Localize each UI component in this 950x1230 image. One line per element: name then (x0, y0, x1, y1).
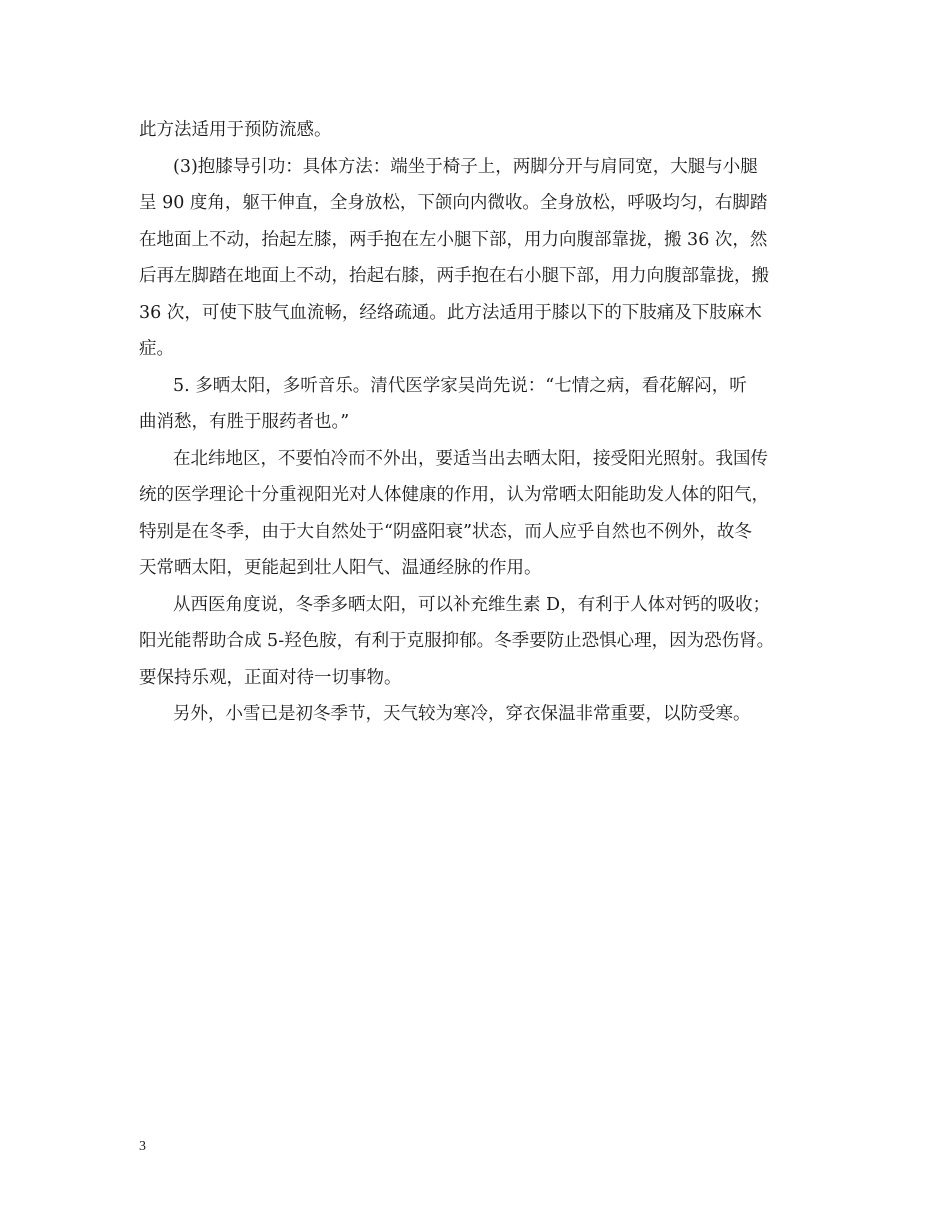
text-line: 天常晒太阳，更能起到壮人阳气、温通经脉的作用。 (139, 558, 542, 578)
text-line: 此方法适用于预防流感。 (139, 120, 332, 140)
text-line: 呈 90 度角，躯干伸直，全身放松，下颌向内微收。全身放松，呼吸均匀，右脚踏 (139, 193, 768, 213)
paragraph-keep-warm (139, 696, 819, 733)
text-line: 后再左脚踏在地面上不动，抬起右膝，两手抱在右小腿下部，用力向腹部靠拢，搬 (139, 266, 769, 286)
paragraph-flu-prevention (139, 112, 819, 149)
text-line: 阳光能帮助合成 5-羟色胺，有利于克服抑郁。冬季要防止恐惧心理，因为恐伤肾。 (139, 631, 775, 651)
text-line: 5. 多晒太阳，多听音乐。清代医学家吴尚先说：“七情之病，看花解闷，听 (173, 375, 747, 396)
page-number: 3 (139, 1139, 146, 1154)
text-line: 在北纬地区，不要怕冷而不外出，要适当出去晒太阳，接受阳光照射。我国传 (173, 448, 768, 469)
paragraph-western-medicine (139, 587, 819, 697)
text-line: 症。 (139, 339, 174, 359)
text-line: (3)抱膝导引功：具体方法：端坐于椅子上，两脚分开与肩同宽，大腿与小腿 (173, 156, 758, 177)
text-line: 36 次，可使下肢气血流畅，经络疏通。此方法适用于膝以下的下肢痛及下肢麻木 (139, 302, 762, 323)
body-text (139, 112, 819, 733)
text-line: 特别是在冬季，由于大自然处于“阴盛阳衰”状态，而人应乎自然也不例外，故冬 (139, 521, 752, 542)
text-line: 从西医角度说，冬季多晒太阳，可以补充维生素 D，有利于人体对钙的吸收； (173, 594, 771, 615)
text-line: 要保持乐观，正面对待一切事物。 (139, 667, 402, 688)
text-line: 另外，小雪已是初冬季节，天气较为寒冷，穿衣保温非常重要，以防受寒。 (173, 704, 751, 724)
text-line: 在地面上不动，抬起左膝，两手抱在左小腿下部，用力向腹部靠拢，搬 36 次，然 (139, 229, 768, 250)
paragraph-sunlight-tcm (139, 441, 819, 587)
paragraph-sun-music (139, 368, 819, 441)
text-line: 曲消愁，有胜于服药者也。” (139, 412, 350, 432)
paragraph-knee-exercise (139, 149, 819, 368)
text-line: 统的医学理论十分重视阳光对人体健康的作用，认为常晒太阳能助发人体的阳气， (139, 485, 769, 505)
